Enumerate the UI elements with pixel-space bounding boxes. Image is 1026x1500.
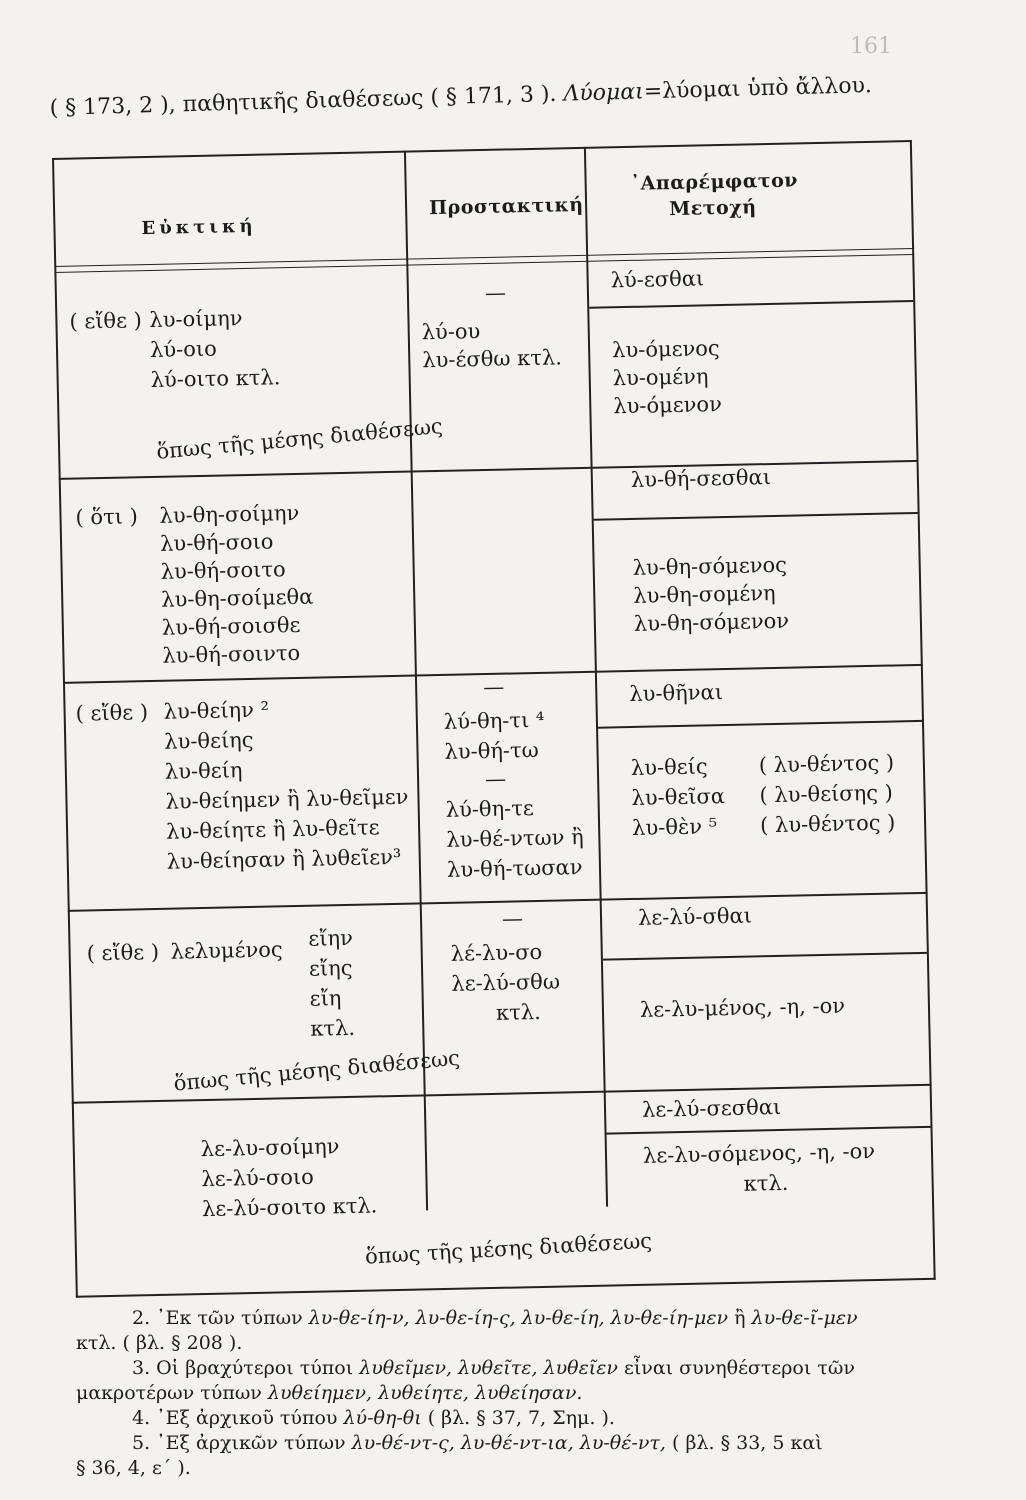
sec5-inf: λε-λύ-σεσθαι — [641, 1094, 782, 1122]
sec1-part-2: λυ-ομένη — [612, 364, 709, 391]
sec2-opt-1: λυ-θη-σοίμην — [159, 500, 300, 528]
sec2-part-2: λυ-θη-σομένη — [633, 580, 776, 608]
sec3-opt-1: λυ-θείην ² — [163, 697, 270, 724]
footnotes — [76, 1306, 858, 1481]
sec3-opt-6: λυ-θείησαν ἢ λυθεῖεν³ — [166, 844, 402, 874]
sec1-inf: λύ-εσθαι — [610, 266, 705, 293]
sec3-part-gen-3: ( λυ-θέντος ) — [759, 810, 896, 838]
sec3-inf: λυ-θῆναι — [629, 680, 724, 707]
sec4-imp-3: λε-λύ-σθω — [451, 969, 561, 996]
sec4-opt-aux-1: εἴην — [308, 925, 354, 951]
sec4-imp-1: — — [501, 906, 524, 931]
page-header — [49, 73, 872, 121]
header-infinitive: ᾿Απαρέμφατον — [630, 169, 799, 195]
sec3-imp-4: — — [484, 766, 507, 792]
sec1-opt-3: λύ-οιτο κτλ. — [150, 365, 281, 392]
header-participle: Μετοχή — [668, 196, 757, 221]
fn2-text: κτλ. ( βλ. § 208 ). — [76, 1332, 243, 1354]
sec2-opt-4: λυ-θη-σοίμεθα — [161, 584, 314, 612]
sec1-imp-dash: — — [484, 280, 507, 305]
sec2-part-1: λυ-θη-σόμενος — [632, 552, 788, 580]
sec3-imp-6: λυ-θέ-ντων ἢ — [446, 825, 584, 852]
page-number: 161 — [850, 34, 892, 59]
footnote-line-5 — [76, 1406, 858, 1431]
header-imperative: Προστακτική — [428, 193, 584, 220]
fn5-italic: λύ-θη-θι — [343, 1407, 422, 1429]
sec2-opt-2: λυ-θή-σοιο — [159, 529, 274, 556]
sec2-opt-5: λυ-θή-σοισθε — [161, 612, 301, 640]
fn3-text: 3. Οἱ βραχύτεροι τύποι — [132, 1357, 360, 1379]
sec3-part-gen-2: ( λυ-θείσης ) — [759, 780, 894, 808]
sec5-inf-rule — [607, 1126, 931, 1135]
sec3-opt-2: λυ-θείης — [163, 727, 254, 754]
sec4-opt-main: λελυμένος — [170, 937, 283, 964]
sec1-opt-1: λυ-οίμην — [149, 306, 243, 332]
footnote-line-7 — [76, 1456, 858, 1481]
sec1-opt-2: λύ-οιο — [149, 336, 217, 362]
sec4-imp-4: κτλ. — [495, 999, 541, 1025]
sec5-opt-2: λε-λύ-σοιο — [201, 1164, 314, 1192]
table-right-border — [910, 140, 936, 1280]
fn3-italic: λυθεῖμεν, λυθεῖτε, λυθεῖεν — [359, 1357, 618, 1379]
sec4-note: ὅπως τῆς μέσης διαθέσεως — [172, 1045, 461, 1096]
fn6-text-2: ( βλ. § 33, 5 καὶ — [665, 1432, 823, 1454]
sec2-part-3: λυ-θη-σόμενον — [633, 608, 790, 636]
sec2-particle: ( ὅτι ) — [75, 504, 139, 530]
fn4-italic: λυθείημεν, λυθείητε, λυθείησαν. — [267, 1382, 583, 1404]
sec1-imp-2: λυ-έσθω κτλ. — [422, 345, 563, 373]
sec3-imp-7: λυ-θή-τωσαν — [446, 855, 583, 882]
fn1-italic-2: λυ-θε-ῖ-μεν — [751, 1307, 858, 1329]
footnote-line-3 — [76, 1356, 858, 1381]
sec4-part: λε-λυ-μένος, -η, -ον — [639, 993, 846, 1022]
fn1-text: 2. ᾿Εκ τῶν τύπων — [132, 1307, 309, 1329]
fn6-italic: λυ-θέ-ντ-ς, λυ-θέ-ντ-ια, λυ-θέ-ντ, — [351, 1432, 666, 1454]
sec3-imp-5: λύ-θη-τε — [445, 796, 534, 822]
header-left: ( § 173, 2 ), παθητικῆς διαθέσεως ( § 171, 3 ). — [49, 81, 564, 121]
header-right: =λύομαι ὑπὸ ἄλλου. — [643, 73, 873, 105]
footnote-line-6 — [76, 1431, 858, 1456]
fn1-italic: λυ-θε-ίη-ν, λυ-θε-ίη-ς, λυ-θε-ίη, λυ-θε-ίη-μεν — [308, 1307, 729, 1329]
sec1-imp-1: λύ-ου — [421, 319, 481, 345]
header-italic-term: Λύομαι — [563, 79, 645, 107]
sec3-bottom-rule — [68, 892, 928, 912]
sec5-part-1: λε-λυ-σόμενος, -η, -ον — [642, 1138, 876, 1168]
sec3-imp-1: — — [482, 674, 505, 700]
sec2-inf: λυ-θή-σεσθαι — [630, 465, 772, 492]
fn3-text-2: εἶναι συνηθέστεροι τῶν — [617, 1357, 855, 1379]
sec3-part-1: λυ-θείς — [630, 754, 708, 781]
footnote-line-1 — [76, 1306, 858, 1331]
table-bottom-border — [76, 1278, 936, 1298]
footnote-line-2 — [76, 1331, 858, 1356]
sec1-particle: ( εἴθε ) — [69, 308, 143, 334]
sec3-part-gen-1: ( λυ-θέντος ) — [758, 750, 895, 778]
sec3-opt-3: λυ-θείη — [164, 758, 243, 784]
sec2-opt-3: λυ-θή-σοιτο — [160, 557, 286, 584]
sec1-inf-rule — [589, 300, 913, 309]
sec3-imp-2: λύ-θη-τι ⁴ — [443, 707, 545, 734]
footnote-line-4 — [76, 1381, 858, 1406]
sec3-imp-3: λυ-θή-τω — [444, 737, 539, 764]
sec4-imp-2: λέ-λυ-σο — [450, 939, 543, 966]
sec5-opt-1: λε-λυ-σοίμην — [200, 1134, 340, 1162]
sec1-note: ὅπως τῆς μέσης διαθέσεως — [155, 413, 444, 464]
sec3-particle: ( εἴθε ) — [75, 700, 149, 726]
sec4-particle: ( εἴθε ) — [86, 939, 160, 966]
sec3-opt-4: λυ-θείημεν ἢ λυ-θεῖμεν — [165, 784, 409, 814]
sec2-inf-rule — [594, 512, 918, 521]
sec3-part-3: λυ-θὲν ⁵ — [631, 814, 718, 840]
fn1-text-2: ἢ — [728, 1307, 752, 1329]
sec3-opt-5: λυ-θείητε ἢ λυ-θεῖτε — [165, 815, 380, 844]
sec2-opt-6: λυ-θή-σοιντο — [162, 640, 301, 668]
sec3-inf-rule — [598, 720, 922, 729]
table-top-border — [52, 140, 912, 160]
sec4-inf-rule — [603, 952, 927, 961]
sec4-inf: λε-λύ-σθαι — [637, 903, 753, 930]
sec4-opt-aux-2: εἴης — [308, 955, 353, 981]
conjugation-table — [52, 140, 936, 1298]
sec5-note: ὅπως τῆς μέσης διαθέσεως — [364, 1228, 653, 1269]
fn4-text: μακροτέρων τύπων — [76, 1382, 268, 1404]
sec5-part-2: κτλ. — [743, 1170, 789, 1196]
sec1-part-1: λυ-όμενος — [611, 336, 720, 363]
sec4-opt-aux-3: εἴη — [309, 986, 342, 1011]
fn7-text: § 36, 4, ε΄ ). — [76, 1457, 191, 1479]
sec4-opt-aux-4: κτλ. — [310, 1015, 356, 1041]
sec1-part-3: λυ-όμενον — [613, 392, 723, 419]
fn5-text-2: ( βλ. § 37, 7, Σημ. ). — [421, 1407, 615, 1429]
sec3-part-2: λυ-θεῖσα — [631, 784, 726, 811]
sec5-opt-3: λε-λύ-σοιτο κτλ. — [201, 1193, 378, 1222]
header-optative: Εὐκτική — [141, 215, 257, 240]
fn5-text: 4. ᾿Εξ ἀρχικοῦ τύπου — [132, 1407, 344, 1429]
fn6-text: 5. ᾿Εξ ἀρχικῶν τύπων — [132, 1432, 352, 1454]
